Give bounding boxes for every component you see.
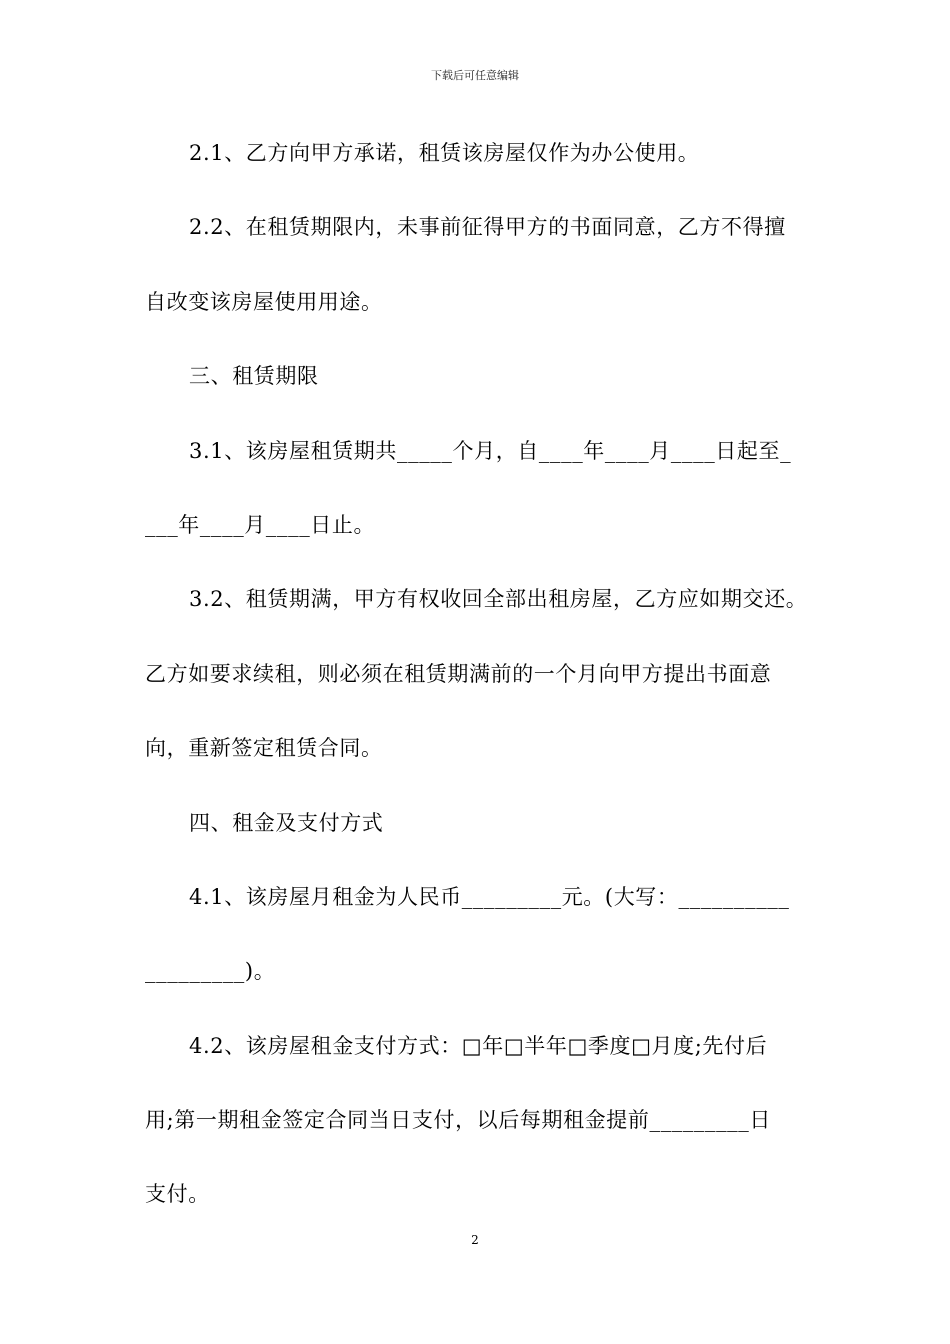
clause-3-2-continued: 乙方如要求续租，则必须在租赁期满前的一个月向甲方提出书面意 — [145, 661, 772, 686]
clause-2-1: 2.1、乙方向甲方承诺，租赁该房屋仅作为办公使用。 — [189, 141, 700, 165]
clause-4-2: 4.2、该房屋租金支付方式：□年□半年□季度□月度;先付后 — [189, 1033, 768, 1058]
page-number: 2 — [471, 1233, 479, 1247]
page-header-note: 下载后可任意编辑 — [431, 69, 519, 82]
clause-3-1-continued: ___年____月____日止。 — [145, 512, 376, 537]
clause-4-1: 4.1、该房屋月租金为人民币_________元。(大写：__________ — [189, 884, 790, 909]
clause-4-2-continued-2: 支付。 — [145, 1182, 210, 1207]
clause-3-2-continued-2: 向，重新签定租赁合同。 — [145, 736, 383, 761]
clause-2-2: 2.2、在租赁期限内，未事前征得甲方的书面同意，乙方不得擅 — [189, 215, 786, 240]
clause-3-1: 3.1、该房屋租赁期共_____个月，自____年____月____日起至_ — [189, 438, 792, 463]
clause-4-1-continued: _________)。 — [145, 959, 276, 984]
section-heading-lease-term: 三、租赁期限 — [189, 364, 319, 389]
clause-3-2: 3.2、租赁期满，甲方有权收回全部出租房屋，乙方应如期交还。 — [189, 587, 808, 612]
clause-2-2-continued: 自改变该房屋使用用途。 — [145, 289, 383, 314]
section-heading-rent-payment: 四、租金及支付方式 — [189, 810, 384, 835]
clause-4-2-continued: 用;第一期租金签定合同当日支付，以后每期租金提前_________日 — [145, 1108, 771, 1133]
contract-body — [145, 131, 810, 1247]
